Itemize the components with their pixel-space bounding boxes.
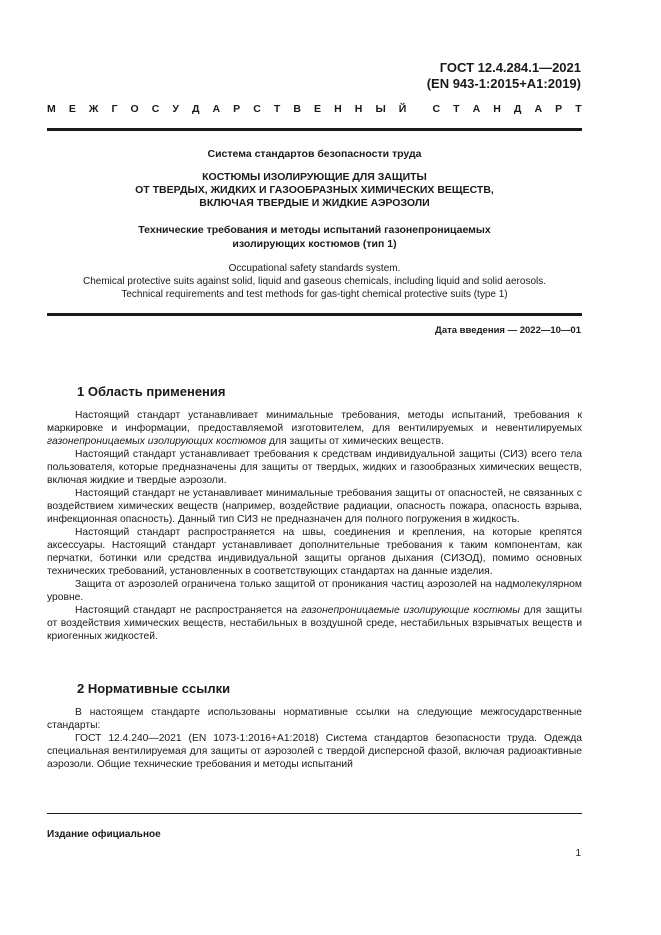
banner-letter: А xyxy=(472,103,481,115)
title-line: ВКЛЮЧАЯ ТВЕРДЫЕ И ЖИДКИЕ АЭРОЗОЛИ xyxy=(199,197,430,209)
english-title-line: Technical requirements and test methods for gas-tight chemical protective suits (type 1) xyxy=(121,289,508,300)
standard-code-line-2: (EN 943-1:2015+A1:2019) xyxy=(426,76,581,91)
banner-letter: М xyxy=(47,103,56,115)
text-run: Настоящий стандарт не распространяется на xyxy=(75,605,302,616)
banner-letter: В xyxy=(293,103,301,115)
banner-letter: А xyxy=(534,103,543,115)
banner-letter: Й xyxy=(398,103,407,115)
standard-code-line-1: ГОСТ 12.4.284.1—2021 xyxy=(439,60,581,75)
banner-letter: Ж xyxy=(88,103,99,115)
subtitle-line: Технические требования и методы испытаний газонепроницаемых xyxy=(138,224,491,236)
paragraph: Настоящий стандарт устанавливает требования к средствам индивидуальной защиты (СИЗ) всего тела пользователя, которые предназначены для защиты от твердых, жидких и газообразных химических веществ, включая жидкие и твердые аэрозоли. xyxy=(47,449,582,486)
banner-letter: С xyxy=(432,103,441,115)
banner-letter: У xyxy=(172,103,179,115)
paragraph: В настоящем стандарте использованы нормативные ссылки на следующие межгосударственные стандарты: xyxy=(47,707,582,731)
banner-letter: Р xyxy=(555,103,563,115)
banner-letter: Н xyxy=(354,103,363,115)
banner-letter: Ы xyxy=(375,103,386,115)
paragraph: Защита от аэрозолей ограничена только защитой от проникания частиц аэрозолей на надмолекулярном уровне. xyxy=(47,579,582,603)
document-title xyxy=(47,171,582,210)
banner-letter: Д xyxy=(513,103,522,115)
banner-letter: Т xyxy=(453,103,460,115)
italic-term: газонепроницаемых изолирующих костюмов xyxy=(47,436,267,447)
section-1-body xyxy=(47,409,582,643)
reference-entry: ГОСТ 12.4.240—2021 (EN 1073-1:2016+A1:2018) Система стандартов безопасности труда. Одежда специальная вентилируемая для защиты от аэрозолей с твердой дисперсной фазой, включая радиоактивные аэрозоли. Общие технические требования и методы испытаний xyxy=(47,733,582,770)
banner-letter: Е xyxy=(314,103,322,115)
standard-code xyxy=(427,60,581,92)
banner-letter: А xyxy=(212,103,221,115)
interstate-standard-banner xyxy=(47,103,582,115)
introduction-date: Дата введения — 2022—10—01 xyxy=(435,325,581,336)
banner-letter: Н xyxy=(493,103,501,115)
paragraph: Настоящий стандарт не устанавливает минимальные требования защиты от опасностей, не связанных с воздействием химических веществ (например, воздействие радиации, опасность пожара, опасность взрыва, инфекционная опасность). Данный тип СИЗ не предназначен для полного погружения в жидкость. xyxy=(47,488,582,525)
banner-letter: Е xyxy=(68,103,76,115)
title-block-divider xyxy=(47,313,582,316)
italic-term: газонепроницаемые изолирующие костюмы xyxy=(301,605,520,616)
banner-letter: О xyxy=(130,103,139,115)
paragraph xyxy=(47,604,582,643)
banner-letter: Г xyxy=(111,103,118,115)
text-run: Настоящий стандарт устанавливает минимальные требования, методы испытаний, требования к маркировке и информации, предоставляемой изготовителем, для вентилируемых и невентилируемых xyxy=(47,410,582,434)
title-line: ОТ ТВЕРДЫХ, ЖИДКИХ И ГАЗООБРАЗНЫХ ХИМИЧЕСКИХ ВЕЩЕСТВ, xyxy=(135,184,494,196)
banner-letter: С xyxy=(151,103,160,115)
banner-letter: Р xyxy=(233,103,241,115)
page-number: 1 xyxy=(575,848,581,859)
paragraph xyxy=(47,409,582,448)
subtitle-line: изолирующих костюмов (тип 1) xyxy=(232,238,397,250)
text-run: для защиты от химических веществ. xyxy=(266,436,444,447)
english-title-line: Occupational safety standards system. xyxy=(228,263,401,274)
banner-letter: Д xyxy=(191,103,200,115)
banner-letter: Т xyxy=(273,103,281,115)
section-2-heading: 2 Нормативные ссылки xyxy=(77,681,231,696)
standards-system-name: Система стандартов безопасности труда xyxy=(207,148,422,160)
paragraph: Настоящий стандарт распространяется на швы, соединения и крепления, на которые крепятся аксессуары. Настоящий стандарт устанавливает дополнительные требования к таким компонентам, как перчатки, ботинки или средства индивидуальной защиты органов дыхания (СИЗОД), помимо основных технических требований, установленных в соответствующих стандартах на данные изделия. xyxy=(47,527,582,577)
official-edition-label: Издание официальное xyxy=(47,829,161,840)
banner-letter: С xyxy=(253,103,261,115)
english-title-line: Chemical protective suits against solid, liquid and gaseous chemicals, including liquid and solid aerosols. xyxy=(82,276,547,287)
text-run: для защиты от воздействия химических веществ, нестабильных в воздушной среде, нестабильных взрывчатых веществ и криогенных жидкостей. xyxy=(47,605,582,642)
section-2-body xyxy=(47,706,582,771)
document-subtitle xyxy=(47,223,582,251)
english-title xyxy=(47,262,582,301)
title-line: КОСТЮМЫ ИЗОЛИРУЮЩИЕ ДЛЯ ЗАЩИТЫ xyxy=(202,171,427,183)
section-1-heading: 1 Область применения xyxy=(77,384,226,399)
banner-letter: Т xyxy=(575,103,582,115)
banner-letter: Н xyxy=(334,103,342,115)
footer-divider xyxy=(47,813,582,814)
header-divider xyxy=(47,128,582,131)
